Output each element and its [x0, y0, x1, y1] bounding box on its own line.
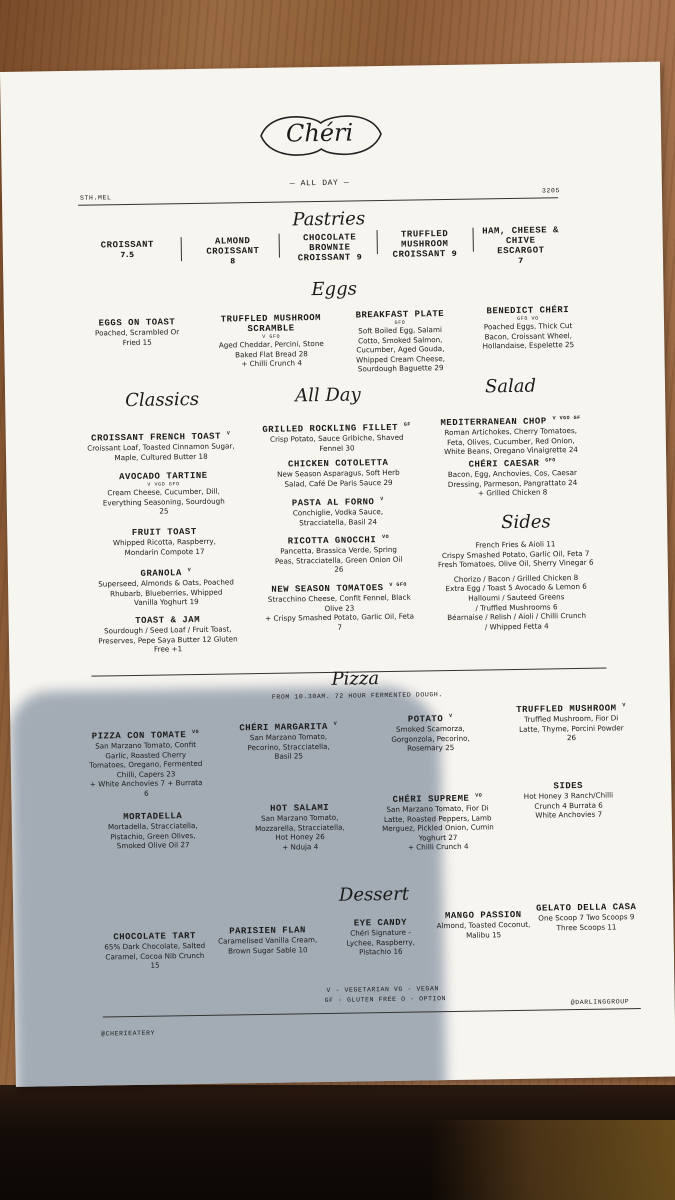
egg-item: TRUFFLED MUSHROOM SCRAMBLE V GFO Aged Cheddar, Percini, Stone Baked Flat Bread 28 + Chilli Crunch 4 — [218, 312, 324, 369]
all-day-title: All Day — [294, 384, 361, 407]
pizza-item: PIZZA CON TOMATE $^{VG}$ San Marzano Tomato, Confit Garlic, Roasted Cherry Tomatoes, Oregano, Fermented Chilli, Capers 23 + White Anchovies 7 + Burrata 6 — [89, 728, 203, 798]
salad-item: CHÉRI CAESAR $^{GFO}$ Bacon, Egg, Anchovies, Cos, Caesar Dressing, Parmeson, Pangrattato 24 + Grilled Chicken 8 — [447, 457, 578, 498]
all-day-item: PASTA AL FORNO $^V$ Conchiglie, Vodka Sauce, Stracciatella, Basil 24 — [291, 496, 384, 527]
salad-title: Salad — [484, 375, 537, 398]
dessert-title: Dessert — [338, 883, 410, 906]
pizza-item: TRUFFLED MUSHROOM $^V$ Truffled Mushroom, Fior Di Latte, Thyme, Porcini Powder 26 — [516, 702, 626, 743]
pastry-chocolate: CHOCOLATE BROWNIE CROISSANT 9 — [297, 232, 363, 264]
all-day-item: NEW SEASON TOMATOES $^{V GFO}$ Stracchino Cheese, Confit Fennel, Black Olive 23 + Crispy Smashed Potato, Garlic Oil, Feta 7 — [265, 581, 415, 632]
sides-title: Sides — [500, 511, 551, 534]
header-rule — [78, 197, 558, 206]
classic-item: FRUIT TOAST Whipped Ricotta, Raspberry, Mondarin Compote 17 — [112, 526, 216, 557]
egg-item: BENEDICT CHÉRI GFO VO Poached Eggs, Thick Cut Bacon, Croissant Wheel, Hollandaise, Espelette 25 — [482, 305, 575, 351]
postcode: 3205 — [541, 187, 561, 195]
pastry-divider — [377, 230, 378, 254]
classic-item: CROISSANT FRENCH TOAST $^V$ Croissant Loaf, Toasted Cinnamon Sugar, Maple, Cultured Butter 18 — [87, 430, 235, 462]
classic-item: GRANOLA $^V$ Superseed, Almonds & Oats, Poached Rhubarb, Blueberries, Whipped Vanilla Yoghurt 19 — [98, 567, 234, 608]
classic-item: AVOCADO TARTINE V VGO GFO Cream Cheese, Cucumber, Dill, Everything Seasoning, Sourdough 25 — [102, 470, 225, 516]
menu-sheet — [0, 62, 675, 1087]
all-day-item: CHICKEN COTOLETTA New Season Asparagus, Soft Herb Salad, Café De Paris Sauce 29 — [276, 457, 400, 489]
pastry-divider — [181, 237, 182, 261]
pizza-item: CHÉRI MARGARITA $^V$ San Marzano Tomato, Pecorino, Stracciatella, Basil 25 — [239, 720, 338, 761]
dessert-item: PARISIEN FLAN Caramelised Vanilla Cream, Brown Sugar Sable 10 — [218, 925, 318, 956]
pastry-almond: ALMOND CROISSANT 8 — [206, 236, 260, 266]
dietary-legend-2: GF - GLUTEN FREE O - OPTION — [324, 995, 447, 1005]
pizza-item: HOT SALAMI San Marzano Tomato, Mozzarella, Stracciatella, Hot Honey 26 + Nduja 4 — [254, 802, 345, 852]
pastries-title: Pastries — [292, 208, 366, 231]
service-label: — ALL DAY — — [289, 178, 350, 189]
sides-list: French Fries & Aioli 11 Crispy Smashed Potato, Garlic Oil, Feta 7 Fresh Tomatoes, Olive Oil, Sherry Vinegar 6 Chorizo / Bacon / Grilled Chicken 8 Extra Egg / Toast 5 Avocado & Lemon 6 Halloumi / Sauteed Greens / Truffled Mushrooms 6 Béarnaise / Relish / Aioli / Chilli Crunch / Whipped Fetta 4 — [437, 539, 594, 632]
pizza-item: CHÉRI SUPREME $^{VO}$ San Marzano Tomato, Fior Di Latte, Roasted Peppers, Lamb Merguez, Pickled Onion, Cumin Yoghurt 27 + Chilli Crunch 4 — [381, 792, 494, 853]
egg-item: BREAKFAST PLATE GFO Soft Boiled Egg, Salami Cotto, Smoked Salmon, Cucumber, Aged Gouda, Whipped Cream Cheese, Sourdough Baguette 29 — [355, 309, 446, 374]
egg-item: EGGS ON TOAST Poached, Scrambled Or Fried 15 — [94, 317, 180, 347]
dessert-item: EYE CANDY Chéri Signature - Lychee, Raspberry, Pistachio 16 — [346, 917, 415, 957]
pastry-divider — [473, 228, 474, 252]
logo-text: Chéri — [285, 118, 354, 148]
instagram-cheri: @CHERIEATERY — [101, 1029, 156, 1038]
pizza-subtitle: FROM 10.30AM. 72 HOUR FERMENTED DOUGH. — [271, 691, 443, 701]
all-day-item: GRILLED ROCKLING FILLET $^{GF}$ Crisp Potato, Sauce Gribiche, Shaved Fennel 30 — [262, 421, 411, 453]
pastry-truffled: TRUFFLED MUSHROOM CROISSANT 9 — [392, 228, 458, 260]
pastry-ham-cheese: HAM, CHEESE & CHIVE ESCARGOT 7 — [482, 225, 559, 265]
pizza-item: POTATO $^V$ Smoked Scamorza, Gorgonzola, Pecorino, Rosemary 25 — [391, 712, 470, 753]
all-day-item: RICOTTA GNOCCHI $^{VO}$ Pancetta, Brassica Verde, Spring Peas, Stracciatella, Green Onion Oil 26 — [274, 533, 403, 574]
dessert-item: GELATO DELLA CASA One Scoop 7 Two Scoops 9 Three Scoops 11 — [535, 902, 637, 932]
eggs-title: Eggs — [311, 278, 358, 301]
salad-item: MEDITERRANEAN CHOP $^{V VGO GF}$ Roman Artichokes, Cherry Tomatoes, Feta, Olives, Cucumber, Red Onion, White Beans, Oregano Vinaigrette 24 — [440, 414, 581, 457]
floor-light — [430, 1120, 675, 1200]
pastry-croissant: CROISSANT 7.5 — [100, 239, 154, 260]
dessert-item: CHOCOLATE TART 65% Dark Chocolate, Salted Caramel, Cocoa Nib Crunch 15 — [104, 931, 206, 970]
dietary-legend-1: V - VEGETARIAN VG - VEGAN — [326, 985, 440, 994]
pizza-item: MORTADELLA Mortadella, Stracciatella, Pistachio, Green Olives, Smoked Olive Oil 27 — [107, 811, 198, 851]
pizza-item: SIDES Hot Honey 3 Ranch/Chilli Crunch 4 Burrata 6 White Anchovies 7 — [523, 780, 614, 820]
pizza-title: Pizza — [331, 668, 380, 690]
instagram-darling: @DARLINGGROUP — [570, 998, 630, 1007]
dessert-item: MANGO PASSION Almond, Toasted Coconut, Malibu 15 — [436, 909, 531, 940]
classics-title: Classics — [125, 388, 200, 412]
classic-item: TOAST & JAM Sourdough / Seed Loaf / Fruit Toast, Preserves, Pepe Saya Butter 12 Gluten Free +1 — [98, 614, 238, 654]
pastry-divider — [279, 234, 280, 258]
location-code: STH.MEL — [79, 194, 112, 202]
